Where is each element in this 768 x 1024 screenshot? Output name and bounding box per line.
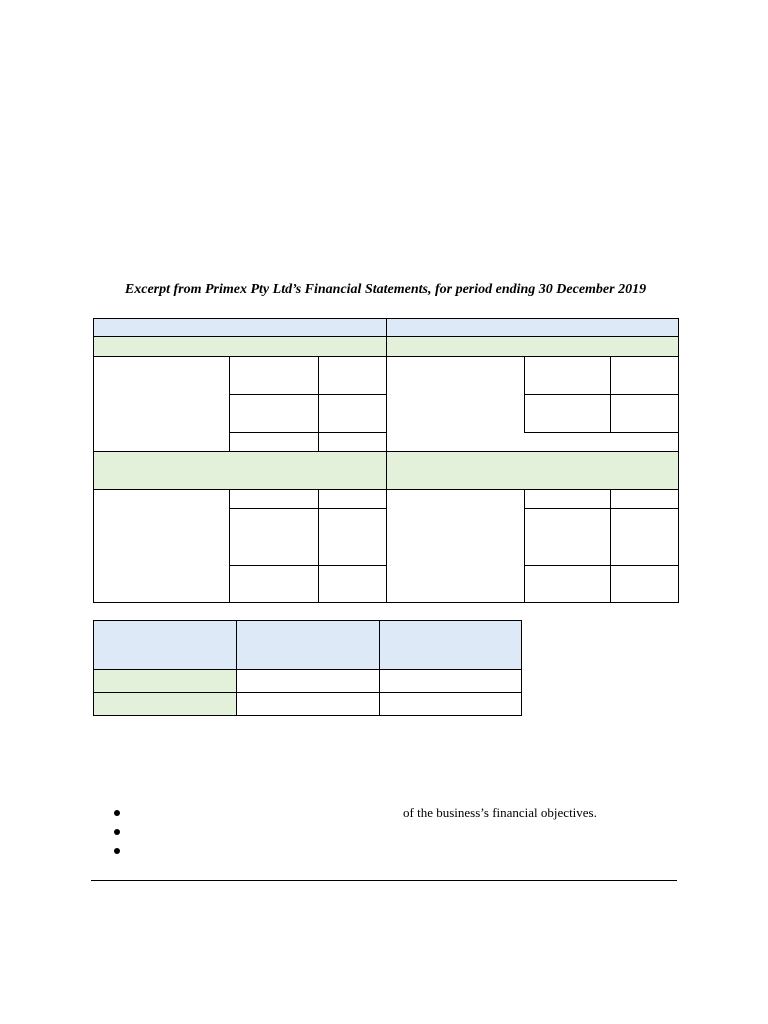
table-cell <box>318 508 387 566</box>
ratios-cell <box>379 692 522 716</box>
table-header-left <box>93 318 387 337</box>
ratios-header-cell <box>379 620 522 670</box>
table-subheader-right <box>386 336 679 357</box>
table-cell <box>524 489 611 509</box>
table-cell <box>386 489 525 603</box>
table-cell <box>524 394 611 433</box>
table-cell <box>93 489 230 603</box>
table-subheader-left <box>93 336 387 357</box>
table-cell <box>229 432 319 452</box>
table-cell <box>318 394 387 433</box>
bullet-marker <box>114 810 120 816</box>
table-cell <box>318 489 387 509</box>
bullet-item-text: of the business’s financial objectives. <box>403 805 597 820</box>
bullet-marker <box>114 848 120 854</box>
horizontal-rule <box>91 880 677 881</box>
table-header-right <box>386 318 679 337</box>
table-cell <box>610 356 679 395</box>
table-cell <box>229 565 319 603</box>
table-cell <box>610 565 679 603</box>
table-cell <box>524 565 611 603</box>
table-cell <box>610 508 679 566</box>
ratios-cell <box>236 692 380 716</box>
table-cell <box>610 489 679 509</box>
table-cell <box>229 394 319 433</box>
table-cell <box>318 565 387 603</box>
table-cell <box>318 356 387 395</box>
table-cell <box>93 356 230 452</box>
bullet-marker <box>114 829 120 835</box>
ratios-row-label <box>93 692 237 716</box>
table-section-left <box>93 451 387 490</box>
table-cell <box>318 432 387 452</box>
table-cell <box>229 489 319 509</box>
table-cell <box>229 508 319 566</box>
ratios-row-label <box>93 669 237 693</box>
table-cell <box>610 394 679 433</box>
ratios-header-cell <box>236 620 380 670</box>
ratios-header-cell <box>93 620 237 670</box>
table-cell <box>229 356 319 395</box>
ratios-cell <box>236 669 380 693</box>
ratios-cell <box>379 669 522 693</box>
table-cell <box>524 356 611 395</box>
table-section-right <box>386 451 679 490</box>
table-caption: Excerpt from Primex Pty Ltd’s Financial Statements, for period ending 30 December 2019 <box>124 282 647 297</box>
table-cell <box>524 508 611 566</box>
